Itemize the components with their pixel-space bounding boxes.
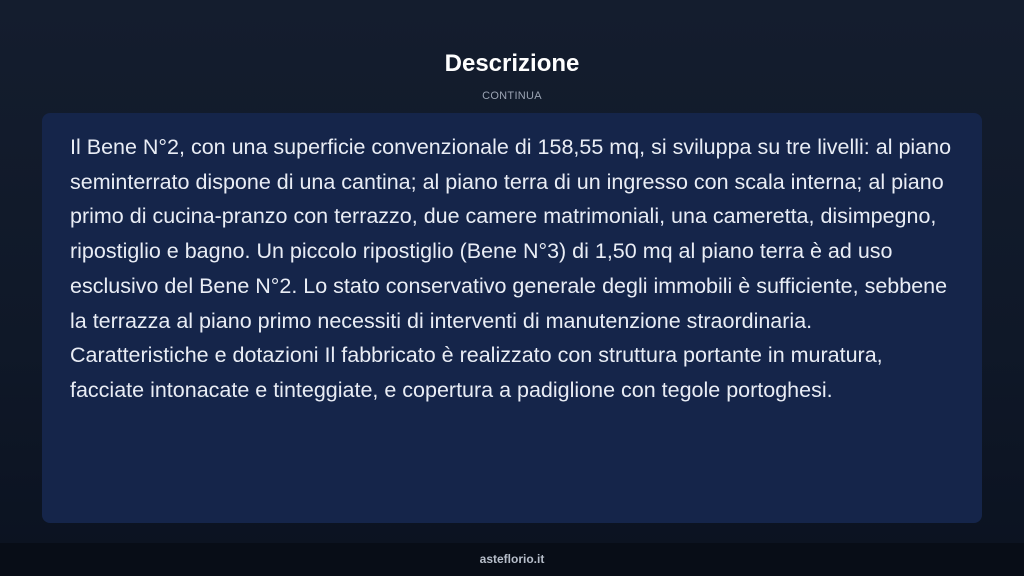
footer-bar (0, 543, 1024, 576)
page-subtitle: CONTINUA (482, 90, 542, 102)
description-text: Il Bene N°2, con una superficie convenzionale di 158,55 mq, si sviluppa su tre livelli: al piano seminterrato dispone di una cantina; al piano terra di un ingresso con scala interna; al piano primo di cucina-pranzo con terrazzo, due camere matrimoniali, una cameretta, disimpegno, ripostiglio e bagno. Un piccolo ripostiglio (Bene N°3) di 1,50 mq al piano terra è ad uso esclusivo del Bene N°2. Lo stato conservativo generale degli immobili è sufficiente, sebbene la terrazza al piano primo necessiti di interventi di manutenzione straordinaria. Caratteristiche e dotazioni Il fabbricato è realizzato con struttura portante in muratura, facciate intonacate e tinteggiate, e copertura a padiglione con tegole portoghesi. (70, 135, 952, 402)
page-title: Descrizione (444, 50, 580, 77)
footer-brand: asteflorio.it (479, 552, 545, 566)
description-card (42, 113, 982, 523)
